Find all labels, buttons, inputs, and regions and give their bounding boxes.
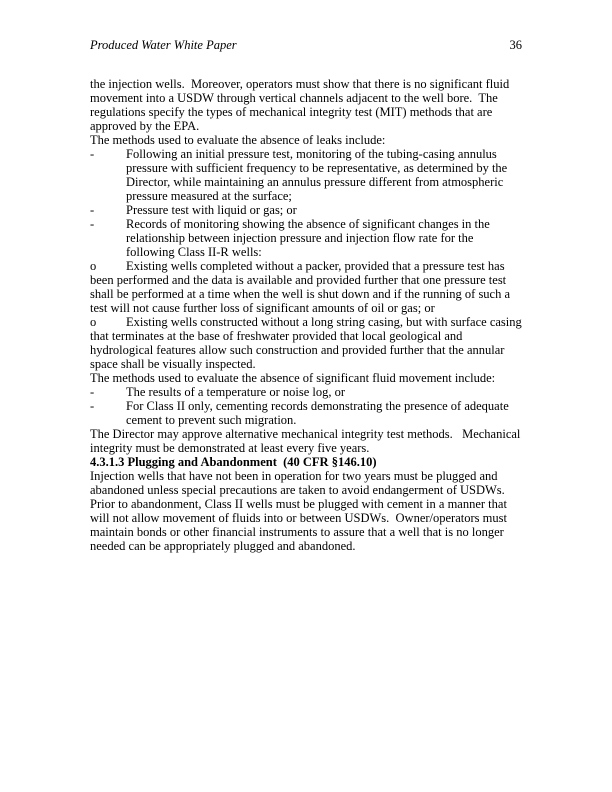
o-marker: o: [90, 315, 97, 329]
bullet-item: [90, 147, 522, 203]
paragraph: The Director may approve alternative mechanical integrity test methods. Mechanical integrity must be demonstrated at least every five years.: [90, 427, 524, 455]
o-item: [90, 259, 522, 315]
bullet-text: Pressure test with liquid or gas; or: [126, 203, 297, 217]
o-marker: o: [90, 259, 97, 273]
body-text: [90, 77, 525, 553]
bullet-text: Following an initial pressure test, monitoring of the tubing-casing annulus pressure with sufficient frequency to be representative, as determined by the Director, while maintaining an annulus pressure different from atmospheric pressure measured at the surface;: [126, 147, 511, 203]
section-heading: 4.3.1.3 Plugging and Abandonment (40 CFR §146.10): [90, 455, 377, 469]
paragraph: The methods used to evaluate the absence of leaks include:: [90, 133, 386, 147]
bullet-marker: -: [90, 203, 95, 217]
running-header: [90, 38, 522, 52]
o-item: [90, 315, 525, 371]
o-item-text: Existing wells constructed without a long string casing, but with surface casing that terminates at the base of freshwater provided that local geological and hydrological features allow such construction and provided further that the annular space shall be visually inspected.: [90, 315, 525, 371]
bullet-item: [90, 203, 522, 217]
document-title: Produced Water White Paper: [90, 38, 237, 52]
bullet-item: [90, 385, 522, 399]
bullet-text: For Class II only, cementing records demonstrating the presence of adequate cement to prevent such migration.: [126, 399, 512, 427]
bullet-marker: -: [90, 217, 95, 231]
bullet-item: [90, 217, 522, 259]
o-item-text: Existing wells completed without a packer, provided that a pressure test has been performed and the data is available and provided further that one pressure test shall be performed at a time when the well is shut down and if the running of such a test will not cause further loss of significant amounts of oil or gas; or: [90, 259, 514, 315]
bullet-text: Records of monitoring showing the absence of significant changes in the relationship between injection pressure and injection flow rate for the following Class II-R wells:: [126, 217, 493, 259]
bullet-marker: -: [90, 385, 95, 399]
bullet-marker: -: [90, 399, 95, 413]
paragraph: The methods used to evaluate the absence of significant fluid movement include:: [90, 371, 496, 385]
bullet-item: [90, 399, 522, 427]
paragraph: Injection wells that have not been in operation for two years must be plugged and abandoned unless special precautions are taken to avoid endangerment of USDWs. Prior to abandonment, Class II wells must be plugged with cement in a manner that will not allow movement of fluids into or between USDWs. Owner/operators must maintain bonds or other financial instruments to assure that a well that is no longer needed can be appropriately plugged and abandoned.: [90, 469, 512, 553]
page-number: 36: [509, 38, 522, 52]
bullet-text: The results of a temperature or noise log, or: [126, 385, 346, 399]
paragraph: the injection wells. Moreover, operators must show that there is no significant fluid movement into a USDW through vertical channels adjacent to the well bore. The regulations specify the types of mechanical integrity test (MIT) methods that are approved by the EPA.: [90, 77, 513, 133]
bullet-marker: -: [90, 147, 95, 161]
